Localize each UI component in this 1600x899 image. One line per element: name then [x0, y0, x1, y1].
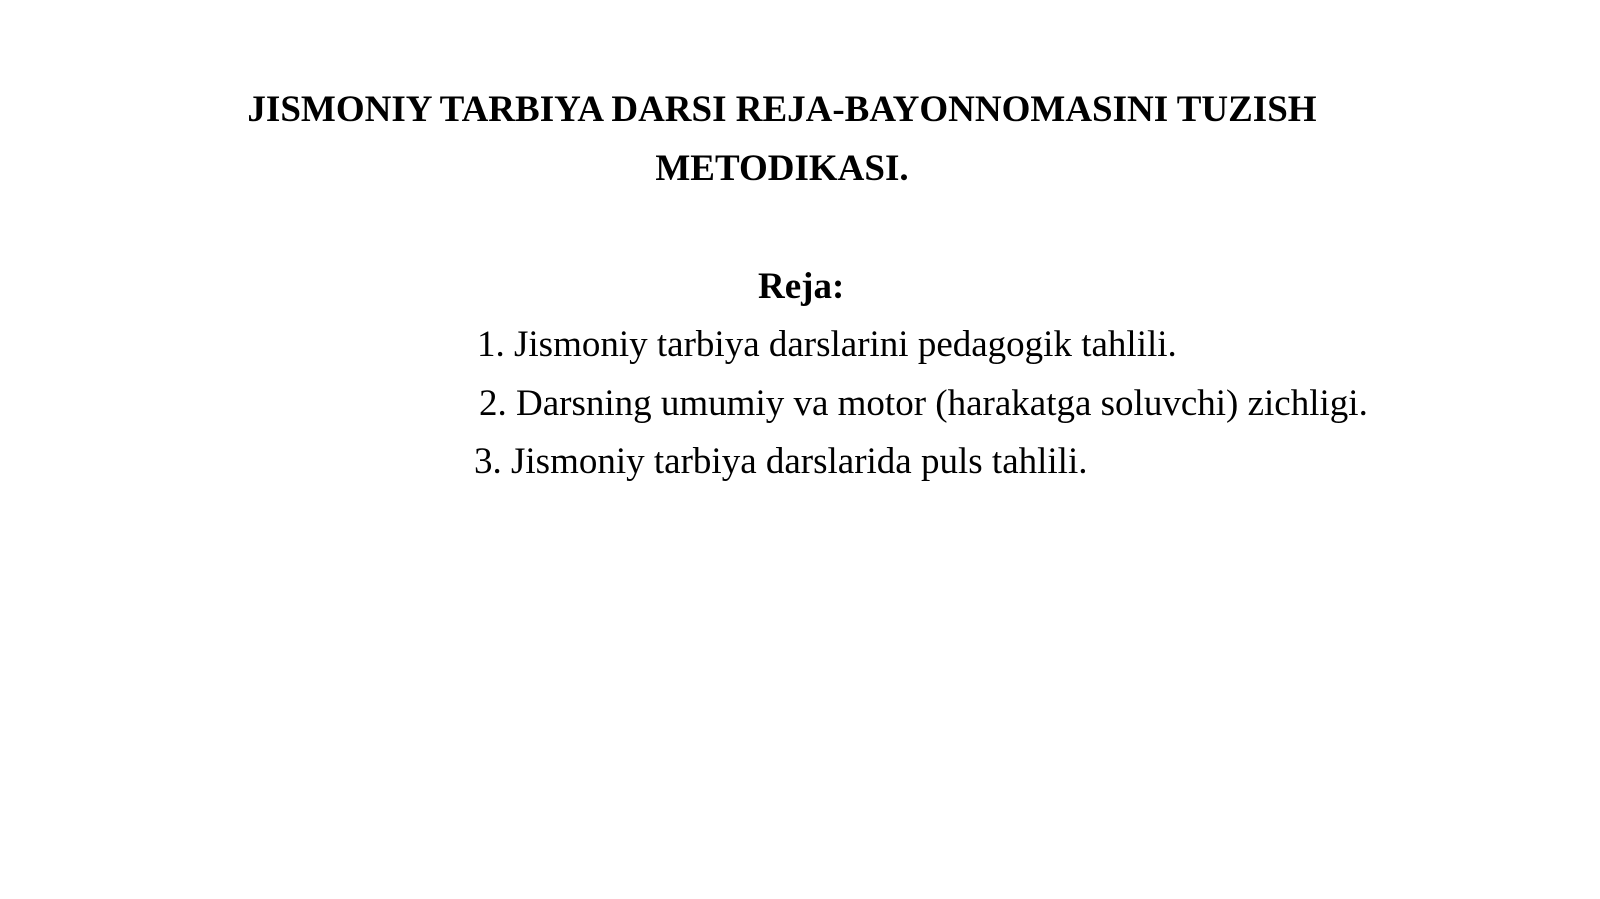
document-title-line-2: METODIKASI.	[655, 148, 909, 189]
plan-item: 2. Darsning umumiy va motor (harakatga soluvchi) zichligi.	[479, 383, 1368, 424]
document-title-line-1: JISMONIY TARBIYA DARSI REJA-BAYONNOMASINI TUZISH	[247, 89, 1317, 130]
plan-heading: Reja:	[758, 266, 845, 307]
plan-item: 1. Jismoniy tarbiya darslarini pedagogik tahlili.	[477, 324, 1177, 365]
plan-item: 3. Jismoniy tarbiya darslarida puls tahlili.	[474, 441, 1088, 482]
